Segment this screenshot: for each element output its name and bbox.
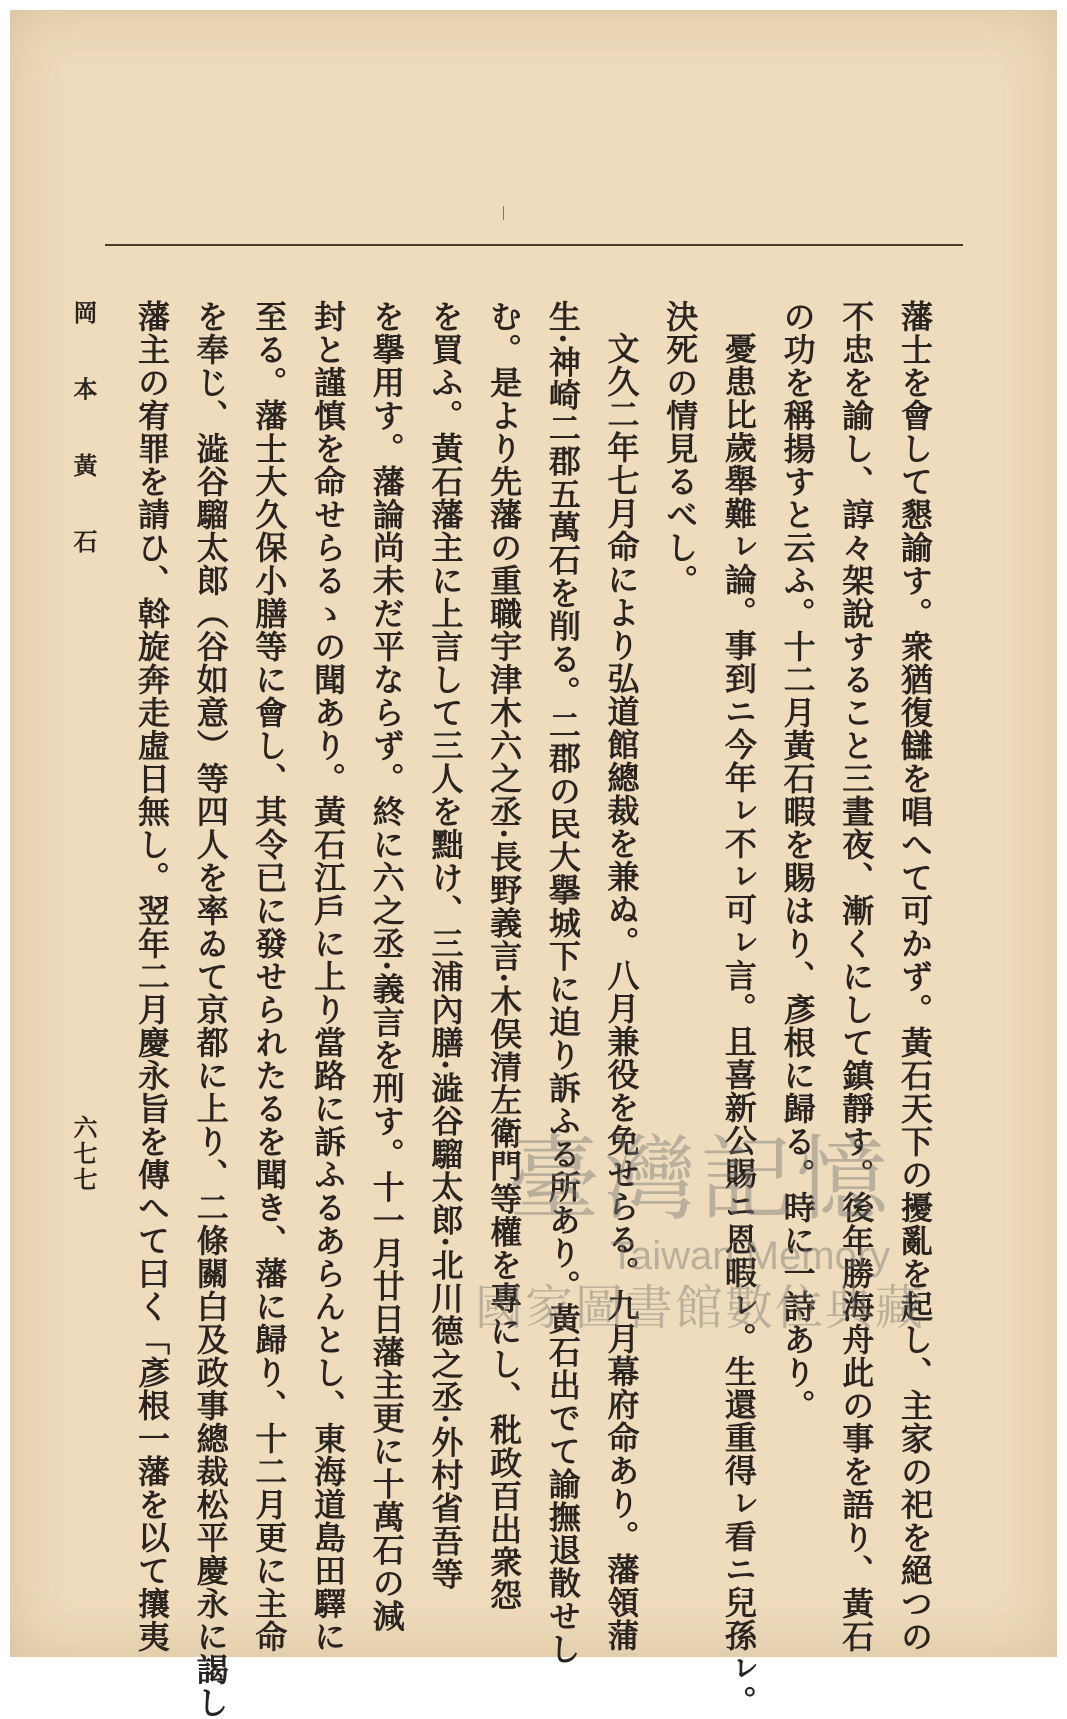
watermark xyxy=(450,1126,950,1336)
page-number: 六七七 xyxy=(69,1115,98,1193)
text-column: を買ふ。黃石藩主に上言して三人を黜け、三浦內膳·澁谷騮太郎·北川德之丞·外村省吾等 xyxy=(426,300,465,1591)
paragraph-start-column: 文久二年七月命により弘道館總裁を兼ぬ。八月兼役を免せらる。九月幕府命あり。藩領蒲 xyxy=(602,332,641,1652)
text-column: を擧用す。藩論尚未だ平ならず。終に六之丞·義言を刑す。十一月廿日藩主更に十萬石の減 xyxy=(367,300,406,1633)
text-column: 至る。藩士大久保小膳等に會し、其令已に發せられたるを聞き、藩に歸り、十二月更に主命 xyxy=(250,300,289,1653)
text-column: を奉じ、澁谷騮太郎（谷如意）等四人を率ゐて京都に上り、二條關白及政事總裁松平慶永に謁し xyxy=(191,300,230,1719)
text-column: む。是より先藩の重職宇津木六之丞·長野義言·木俣清左衛門等權を專にし、秕政百出衆怨 xyxy=(485,300,524,1612)
text-column: 藩主の宥罪を請ひ、斡旋奔走虛日無し。翌年二月慶永旨を傳へて曰く「彥根一藩を以て攘夷 xyxy=(133,300,171,1653)
text-column: 生·神崎二郡五萬石を削る。二郡の民大擧城下に迫り訴ふる所あり。黃石出でて諭撫退散せし xyxy=(543,300,582,1666)
text-column: 決死の情見るべし。 xyxy=(661,300,700,597)
poem-column: 憂患比歲舉難ㇾ論。事到ニ今年ㇾ不ㇾ可ㇾ言。且喜新公賜ニ恩暇ㇾ。生還重得ㇾ看ニ兒孫ㇾ。 xyxy=(719,332,758,1718)
text-column: 藩士を會して懇諭す。衆猶復讎を唱へて可かず。黃石天下の擾亂を起し、主家の祀を絕つの xyxy=(895,300,934,1653)
text-column: 封と謹慎を命せらるゝの聞あり。黃石江戶に上り當路に訴ふるあらんとし、東海道島田驛に xyxy=(309,300,348,1653)
header-rule xyxy=(105,244,963,246)
book-page xyxy=(10,10,1057,1719)
running-title: 岡 本 黃 石 xyxy=(69,300,98,576)
watermark-chinese: 國家圖書館數位典藏 xyxy=(474,1280,925,1336)
watermark-logo: 臺灣記憶 xyxy=(507,1126,892,1233)
watermark-english: Taiwan Memory xyxy=(610,1234,891,1278)
top-tick-mark xyxy=(503,206,504,220)
text-column: の功を稱揚すと云ふ。十二月黃石暇を賜はり、彥根に歸る。時に一詩あり。 xyxy=(778,300,817,1422)
text-column: 不忠を諭し、諄々架說すること三晝夜、漸くにして鎮靜す。後年勝海舟此の事を語り、黃石 xyxy=(837,300,876,1653)
